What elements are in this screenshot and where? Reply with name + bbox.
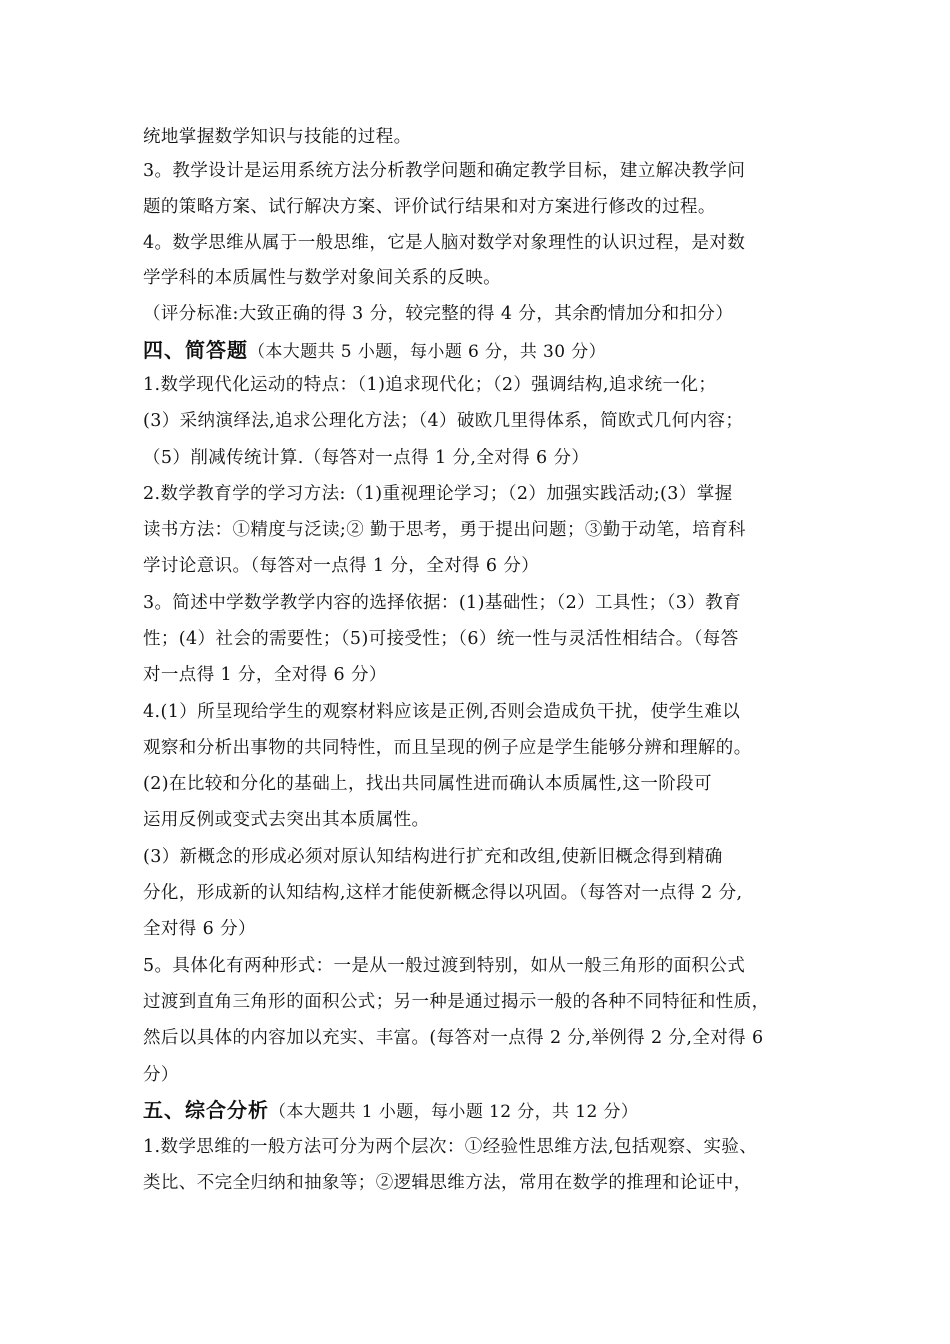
text-line: 统地掌握数学知识与技能的过程。 [143,127,412,147]
text-line: 然后以具体的内容加以充实、丰富。(每答对一点得 2 分,举例得 2 分,全对得 6 [143,1028,764,1048]
text-line: 2.数学教育学的学习方法:（1)重视理论学习；（2）加强实践活动;(3）掌握 [143,484,733,504]
text-line: 3。教学设计是运用系统方法分析教学问题和确定教学目标，建立解决教学问 [143,161,746,181]
text-line: 学学科的本质属性与数学对象间关系的反映。 [143,268,501,288]
text-line: 4.(1）所呈现给学生的观察材料应该是正例,否则会造成负干扰，使学生难以 [143,702,741,722]
text-line: 1.数学现代化运动的特点：（1)追求现代化；（2）强调结构,追求统一化； [143,375,717,395]
section-heading-5 [143,1097,638,1125]
text-line: 4。数学思维从属于一般思维，它是人脑对数学对象理性的认识过程，是对数 [143,233,746,253]
text-line: 读书方法：①精度与泛读;② 勤于思考，勇于提出问题；③勤于动笔，培育科 [143,520,746,540]
text-line: 类比、不完全归纳和抽象等；②逻辑思维方法，常用在数学的推理和论证中， [143,1173,752,1193]
text-line: 过渡到直角三角形的面积公式；另一种是通过揭示一般的各种不同特征和性质， [143,992,770,1012]
text-line: 全对得 6 分） [143,919,256,939]
text-line: (3）新概念的形成必须对原认知结构进行扩充和改组,使新旧概念得到精确 [143,847,723,867]
text-line: (3）采纳演绎法,追求公理化方法；（4）破欧几里得体系，简欧式几何内容； [143,411,744,431]
text-line: 分化，形成新的认知结构,这样才能使新概念得以巩固。（每答对一点得 2 分, [143,883,743,903]
section-title: 五、综合分析 [143,1098,269,1122]
text-line: 性；(4）社会的需要性；（5)可接受性；（6）统一性与灵活性相结合。（每答 [143,629,739,649]
text-line: 对一点得 1 分，全对得 6 分） [143,665,387,685]
text-line: (2)在比较和分化的基础上，找出共同属性进而确认本质属性,这一阶段可 [143,774,712,794]
section-title: 四、简答题 [143,338,248,362]
section-note: （本大题共 5 小题，每小题 6 分，共 30 分） [248,342,607,362]
text-line: 3。简述中学数学教学内容的选择依据：(1)基础性；（2）工具性；（3）教育 [143,593,741,613]
section-heading-4 [143,337,606,365]
text-line: （评分标准:大致正确的得 3 分，较完整的得 4 分，其余酌情加分和扣分） [143,304,734,324]
text-line: 运用反例或变式去突出其本质属性。 [143,810,430,830]
section-note: （本大题共 1 小题，每小题 12 分，共 12 分） [269,1102,639,1122]
text-line: 分） [143,1065,179,1085]
text-line: 学讨论意识。（每答对一点得 1 分，全对得 6 分） [143,556,540,576]
text-line: 题的策略方案、试行解决方案、评价试行结果和对方案进行修改的过程。 [143,197,716,217]
text-line: 5。具体化有两种形式：一是从一般过渡到特别，如从一般三角形的面积公式 [143,956,746,976]
text-line: 观察和分析出事物的共同特性，而且呈现的例子应是学生能够分辨和理解的。 [143,738,752,758]
text-line: （5）削减传统计算.（每答对一点得 1 分,全对得 6 分） [143,448,590,468]
text-line: 1.数学思维的一般方法可分为两个层次：①经验性思维方法,包括观察、实验、 [143,1137,758,1157]
